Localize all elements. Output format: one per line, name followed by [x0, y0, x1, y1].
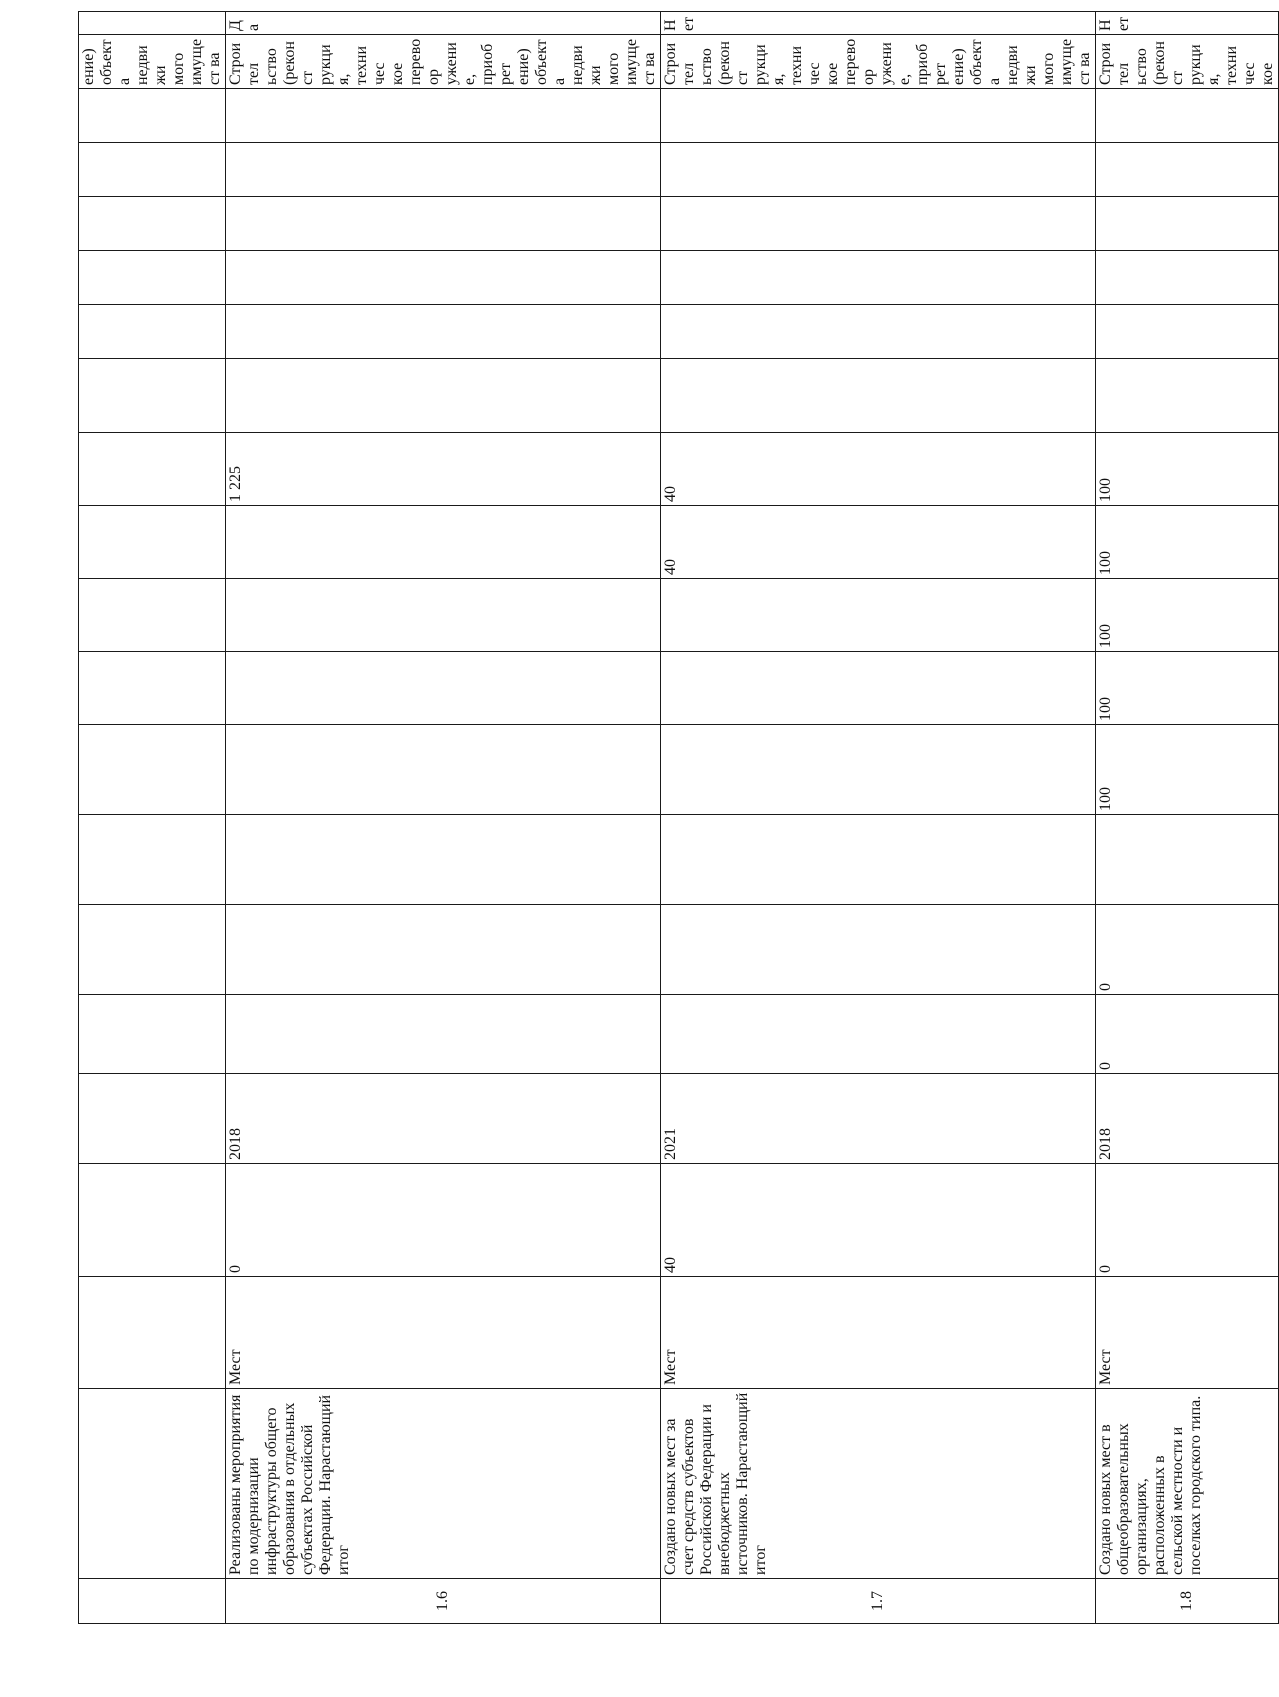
- object-type-cell: Строител ьство (реконст рукция, техничес кое перевоор ужение, приобрет ение) объекта недвижи мого имущест ва: [661, 35, 1096, 89]
- value-cell-2020: 100: [1096, 725, 1279, 815]
- empty-cell-3: [661, 251, 1096, 305]
- value-cell-2018: [79, 905, 226, 995]
- value-cell-2018: [226, 905, 661, 995]
- flag-cell: [79, 12, 226, 35]
- value-cell-2019: [1096, 815, 1279, 905]
- flag-cell: Да: [226, 12, 661, 35]
- empty-cell-2: [1096, 305, 1279, 359]
- value-cell-2017: 0: [1096, 995, 1279, 1074]
- empty-cell-3: [1096, 251, 1279, 305]
- value-cell-2020: [661, 725, 1096, 815]
- empty-cell-2: [79, 305, 226, 359]
- base-value-cell: [79, 1164, 226, 1277]
- empty-cell-2: [661, 305, 1096, 359]
- base-year-cell: 2021: [661, 1074, 1096, 1164]
- base-year-cell: 2018: [226, 1074, 661, 1164]
- empty-cell-6: [79, 89, 226, 143]
- empty-cell-1: [79, 359, 226, 433]
- table-row: [226, 12, 661, 1624]
- value-cell-2022: [661, 579, 1096, 652]
- empty-cell-5: [79, 143, 226, 197]
- empty-cell-5: [661, 143, 1096, 197]
- value-cell-2023: 40: [661, 506, 1096, 579]
- empty-cell-6: [1096, 89, 1279, 143]
- unit-cell: Мест: [661, 1277, 1096, 1389]
- empty-cell-4: [661, 197, 1096, 251]
- value-cell-2023: [226, 506, 661, 579]
- object-type-cell: Строител ьство (реконст рукция, техничес кое перевоор ужение, приобрет ение) объекта недвижи мого имущест ва: [226, 35, 661, 89]
- row-number-cell: 1.8: [1096, 1579, 1279, 1624]
- empty-cell-2: [226, 305, 661, 359]
- empty-cell-4: [79, 197, 226, 251]
- unit-cell: Мест: [226, 1277, 661, 1389]
- value-cell-2021: [661, 652, 1096, 725]
- value-cell-2021: [226, 652, 661, 725]
- base-value-cell: 0: [226, 1164, 661, 1277]
- value-cell-2022: [226, 579, 661, 652]
- row-number-cell: 1.6: [226, 1579, 661, 1624]
- value-cell-2024: 1 225: [226, 433, 661, 506]
- value-cell-2022: [79, 579, 226, 652]
- value-cell-2024: 40: [661, 433, 1096, 506]
- indicator-name-cell: Создано новых мест в общеобразовательных организациях, расположенных в сельской местности и поселках городского типа.: [1096, 1389, 1279, 1579]
- table-row: [1096, 12, 1279, 1624]
- flag-cell: Нет: [661, 12, 1096, 35]
- empty-cell-5: [226, 143, 661, 197]
- value-cell-2024: [79, 433, 226, 506]
- indicator-name-cell: Создано новых мест за счет средств субъектов Российской Федерации и внебюджетных источников. Нарастающий итог: [661, 1389, 1096, 1579]
- row-number-cell: 1.7: [661, 1579, 1096, 1624]
- empty-cell-1: [661, 359, 1096, 433]
- value-cell-2021: [79, 652, 226, 725]
- value-cell-2020: [226, 725, 661, 815]
- value-cell-2018: [661, 905, 1096, 995]
- empty-cell-1: [226, 359, 661, 433]
- base-value-cell: 40: [661, 1164, 1096, 1277]
- value-cell-2018: 0: [1096, 905, 1279, 995]
- empty-cell-6: [226, 89, 661, 143]
- value-cell-2017: [79, 995, 226, 1074]
- base-year-cell: 2018: [1096, 1074, 1279, 1164]
- empty-cell-1: [1096, 359, 1279, 433]
- empty-cell-5: [1096, 143, 1279, 197]
- value-cell-2023: 100: [1096, 506, 1279, 579]
- row-number-cell: [79, 1579, 226, 1624]
- unit-cell: Мест: [1096, 1277, 1279, 1389]
- rotated-table-sheet: [78, 16, 1276, 1624]
- empty-cell-4: [1096, 197, 1279, 251]
- indicator-name-cell: Реализованы мероприятия по модернизации инфраструктуры общего образования в отдельных субъектах Российской Федерации. Нарастающий итог: [226, 1389, 661, 1579]
- value-cell-2023: [79, 506, 226, 579]
- table-row-top: [79, 12, 226, 1624]
- base-value-cell: 0: [1096, 1164, 1279, 1277]
- value-cell-2017: [226, 995, 661, 1074]
- indicator-table: [78, 11, 1279, 1624]
- value-cell-2019: [661, 815, 1096, 905]
- object-type-cell: Строител ьство (реконст рукция, техничес кое: [1096, 35, 1279, 89]
- value-cell-2019: [79, 815, 226, 905]
- value-cell-2022: 100: [1096, 579, 1279, 652]
- flag-cell: Нет: [1096, 12, 1279, 35]
- value-cell-2020: [79, 725, 226, 815]
- empty-cell-4: [226, 197, 661, 251]
- empty-cell-3: [226, 251, 661, 305]
- indicator-name-cell: [79, 1389, 226, 1579]
- base-year-cell: [79, 1074, 226, 1164]
- object-type-cell: ение) объекта недвижи мого имущест ва: [79, 35, 226, 89]
- value-cell-2019: [226, 815, 661, 905]
- value-cell-2024: 100: [1096, 433, 1279, 506]
- value-cell-2021: 100: [1096, 652, 1279, 725]
- empty-cell-6: [661, 89, 1096, 143]
- value-cell-2017: [661, 995, 1096, 1074]
- unit-cell: [79, 1277, 226, 1389]
- table-row: [661, 12, 1096, 1624]
- empty-cell-3: [79, 251, 226, 305]
